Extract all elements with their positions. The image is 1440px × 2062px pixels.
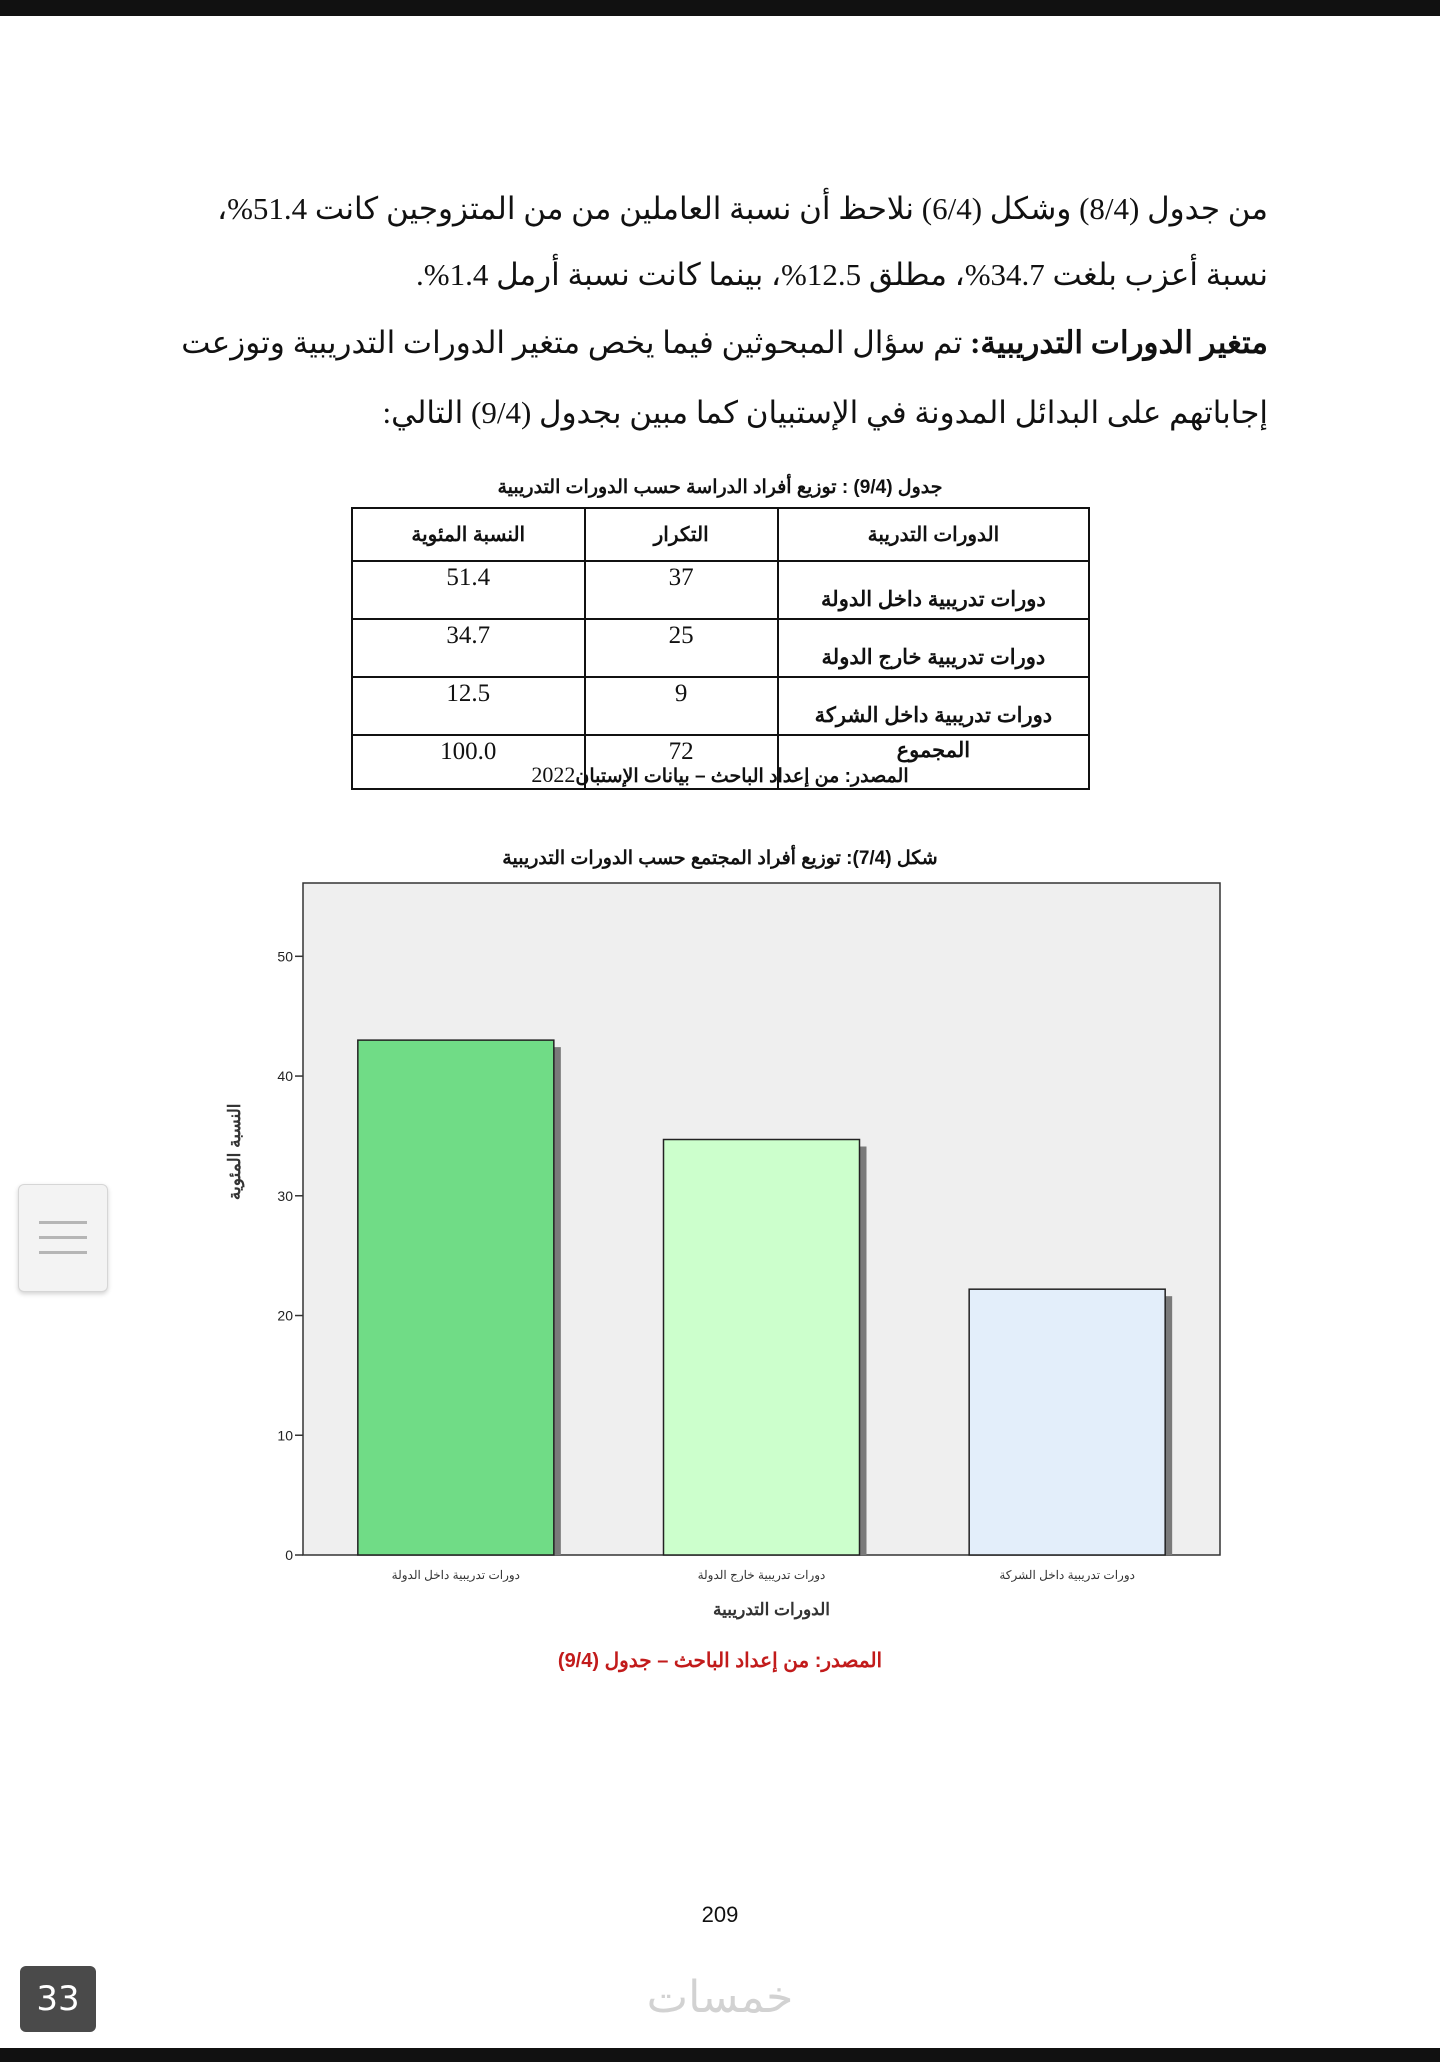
- menu-icon-line: [39, 1251, 87, 1254]
- y-tick-label: 20: [277, 1307, 293, 1324]
- row-frequency: 9: [585, 677, 778, 735]
- paragraph-line-3: [168, 310, 1268, 376]
- table-row: [352, 677, 1089, 735]
- table-header-cell: النسبة المئوية: [352, 508, 585, 561]
- menu-icon-line: [39, 1221, 87, 1224]
- page-count-badge[interactable]: 33: [20, 1966, 96, 2032]
- table-header-cell: الدورات التدريبة: [778, 508, 1089, 561]
- row-percent: 34.7: [352, 619, 585, 677]
- y-axis-label: النسبة المئوية: [225, 1103, 244, 1201]
- total-percent: 100.0: [352, 735, 585, 789]
- training-table: [351, 507, 1090, 790]
- total-label: المجموع: [778, 735, 1089, 789]
- paragraph-line-1: من جدول (8/4) وشكل (6/4) نلاحظ أن نسبة العاملين من من المتزوجين كانت 51.4%،: [217, 191, 1268, 226]
- menu-button[interactable]: [18, 1184, 108, 1292]
- y-tick-label: 0: [285, 1547, 293, 1563]
- row-label: دورات تدريبية خارج الدولة: [778, 619, 1089, 677]
- table-source: [0, 762, 1440, 788]
- x-tick-label: دورات تدريبية داخل الدولة: [391, 1568, 521, 1582]
- y-tick-label: 40: [277, 1068, 293, 1085]
- menu-icon-line: [39, 1236, 87, 1239]
- paragraph-line-3-text: تم سؤال المبحوثين فيما يخص متغير الدورات التدريبية وتوزعت: [181, 325, 971, 360]
- total-frequency: 72: [585, 735, 778, 789]
- row-percent: 12.5: [352, 677, 585, 735]
- row-label: دورات تدريبية داخل الشركة: [778, 677, 1089, 735]
- x-tick-label: دورات تدريبية داخل الشركة: [999, 1568, 1136, 1582]
- y-tick-label: 50: [277, 948, 293, 965]
- row-frequency: 25: [585, 619, 778, 677]
- bar: [969, 1289, 1165, 1555]
- table-caption: جدول (9/4) : توزيع أفراد الدراسة حسب الدورات التدريبية: [497, 477, 943, 498]
- x-axis-label: الدورات التدريبية: [713, 1600, 830, 1619]
- row-label: دورات تدريبية داخل الدولة: [778, 561, 1089, 619]
- row-percent: 51.4: [352, 561, 585, 619]
- row-frequency: 37: [585, 561, 778, 619]
- bottom-border: [0, 2048, 1440, 2062]
- table-header-cell: التكرار: [585, 508, 778, 561]
- y-tick-label: 30: [277, 1187, 293, 1204]
- table-header-row: [352, 508, 1089, 561]
- top-border: [0, 0, 1440, 16]
- paragraph-line-4: إجاباتهم على البدائل المدونة في الإستبيان كما مبين بجدول (9/4) التالي:: [382, 395, 1268, 430]
- y-tick-label: 10: [277, 1427, 293, 1444]
- table-source-text: المصدر: من إعداد الباحث – بيانات الإستبان: [575, 766, 909, 787]
- table-source-year: 2022: [531, 762, 576, 787]
- bar: [664, 1140, 860, 1555]
- table-row: [352, 561, 1089, 619]
- section-heading: متغير الدورات التدريبية:: [970, 325, 1268, 360]
- site-watermark: خمسات: [646, 1972, 794, 2023]
- bar: [358, 1040, 554, 1555]
- figure-caption: شكل (7/4): توزيع أفراد المجتمع حسب الدورات التدريبية: [502, 848, 938, 869]
- bar-chart: [200, 870, 1240, 1630]
- figure-source: المصدر: من إعداد الباحث – جدول (9/4): [557, 1650, 883, 1672]
- paragraph-line-2: نسبة أعزب بلغت 34.7%، مطلق 12.5%، بينما كانت نسبة أرمل 1.4%.: [416, 257, 1268, 292]
- page-number: 209: [701, 1902, 739, 1927]
- x-tick-label: دورات تدريبية خارج الدولة: [697, 1568, 826, 1582]
- table-row: [352, 619, 1089, 677]
